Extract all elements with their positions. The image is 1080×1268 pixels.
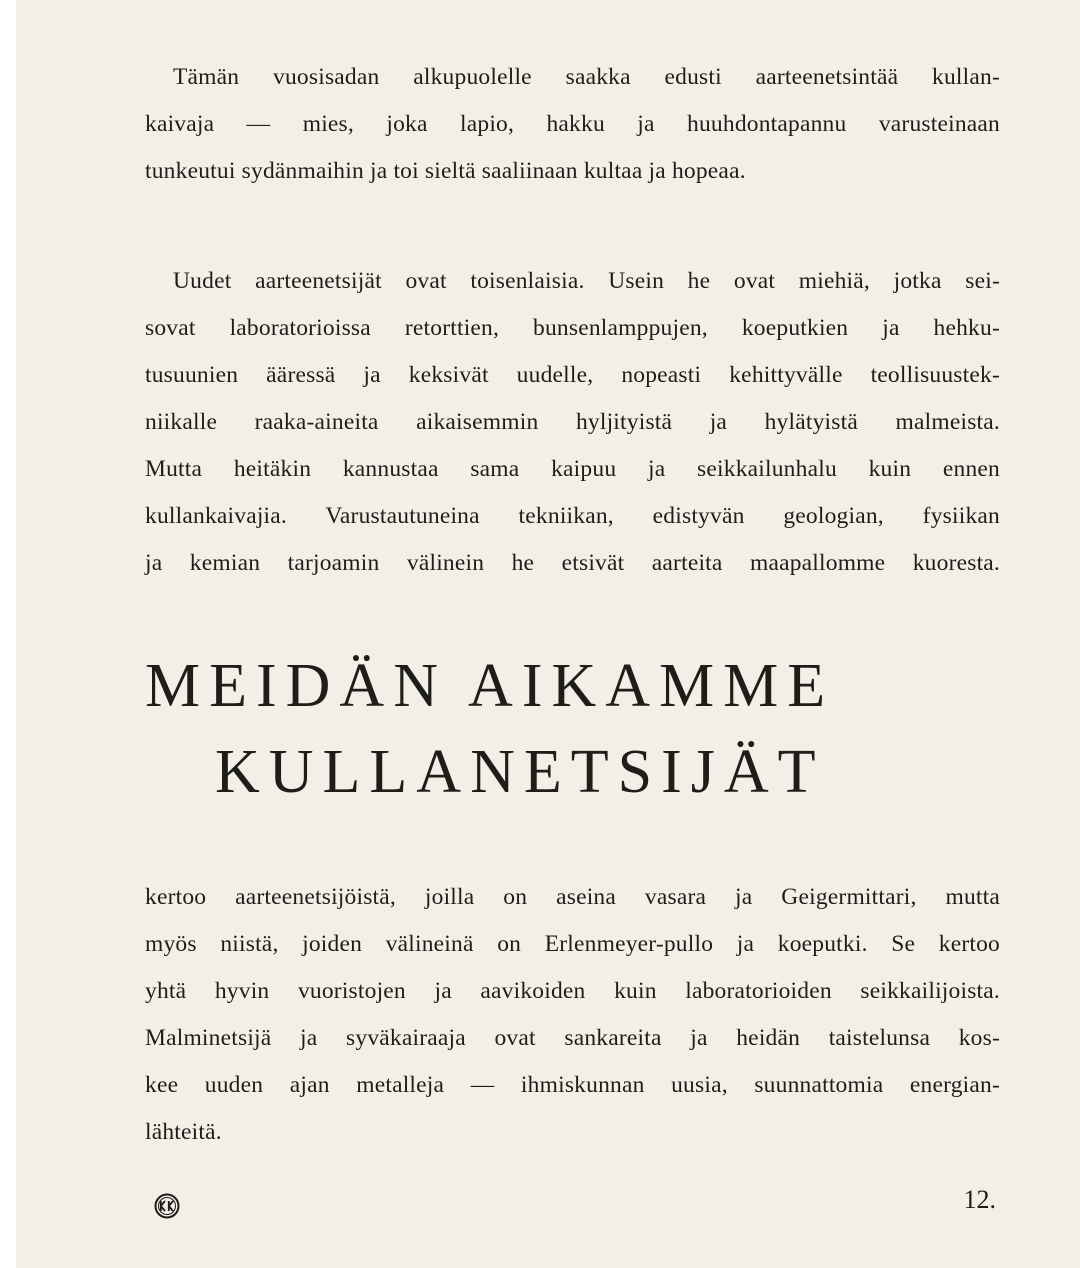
page-title — [145, 643, 1005, 815]
paragraph-2-line: tusuunien ääressä ja keksivät uudelle, nopeasti kehittyvälle teollisuustek- — [145, 362, 1000, 388]
publisher-logo-icon — [154, 1193, 180, 1219]
paragraph-1 — [145, 54, 1000, 195]
paragraph-3-line: Malminetsijä ja syväkairaaja ovat sankareita ja heidän taistelunsa kos- — [145, 1025, 1000, 1051]
paragraph-3 — [145, 874, 1000, 1156]
paragraph-3-line: yhtä hyvin vuoristojen ja aavikoiden kuin laboratorioiden seikkailijoista. — [145, 978, 1000, 1004]
paragraph-2-line: sovat laboratorioissa retorttien, bunsenlamppujen, koeputkien ja hehku- — [145, 315, 1000, 341]
paragraph-2-line: kullankaivajia. Varustautuneina tekniikan, edistyvän geologian, fysiikan — [145, 503, 1000, 529]
paragraph-2 — [145, 258, 1000, 587]
paragraph-1-line: kaivaja — mies, joka lapio, hakku ja huuhdontapannu varusteinaan — [145, 111, 1000, 137]
page-number: 12. — [963, 1185, 996, 1214]
paragraph-1-line: tunkeutui sydänmaihin ja toi sieltä saaliinaan kultaa ja hopeaa. — [145, 158, 746, 184]
paragraph-2-line: Uudet aarteenetsijät ovat toisenlaisia. Usein he ovat miehiä, jotka sei- — [173, 268, 1000, 294]
paragraph-3-line: kee uuden ajan metalleja — ihmiskunnan uusia, suunnattomia energian- — [145, 1072, 1000, 1098]
page-edge — [0, 0, 16, 1268]
paragraph-3-line: myös niistä, joiden välineinä on Erlenmeyer-pullo ja koeputki. Se kertoo — [145, 931, 1000, 957]
paragraph-3-line: kertoo aarteenetsijöistä, joilla on aseina vasara ja Geigermittari, mutta — [145, 884, 1000, 910]
paragraph-2-line: Mutta heitäkin kannustaa sama kaipuu ja seikkailunhalu kuin ennen — [145, 456, 1000, 482]
title-line-1: MEIDÄN AIKAMME — [145, 652, 835, 720]
paragraph-3-line: lähteitä. — [145, 1119, 222, 1145]
paragraph-1-line: Tämän vuosisadan alkupuolelle saakka edusti aarteenetsintää kullan- — [173, 64, 1000, 90]
paragraph-2-line: ja kemian tarjoamin välinein he etsivät aarteita maapallomme kuoresta. — [145, 550, 1000, 576]
paragraph-2-line: niikalle raaka-aineita aikaisemmin hyljityistä ja hylätyistä malmeista. — [145, 409, 1000, 435]
title-line-2: KULLANETSIJÄT — [215, 738, 825, 806]
